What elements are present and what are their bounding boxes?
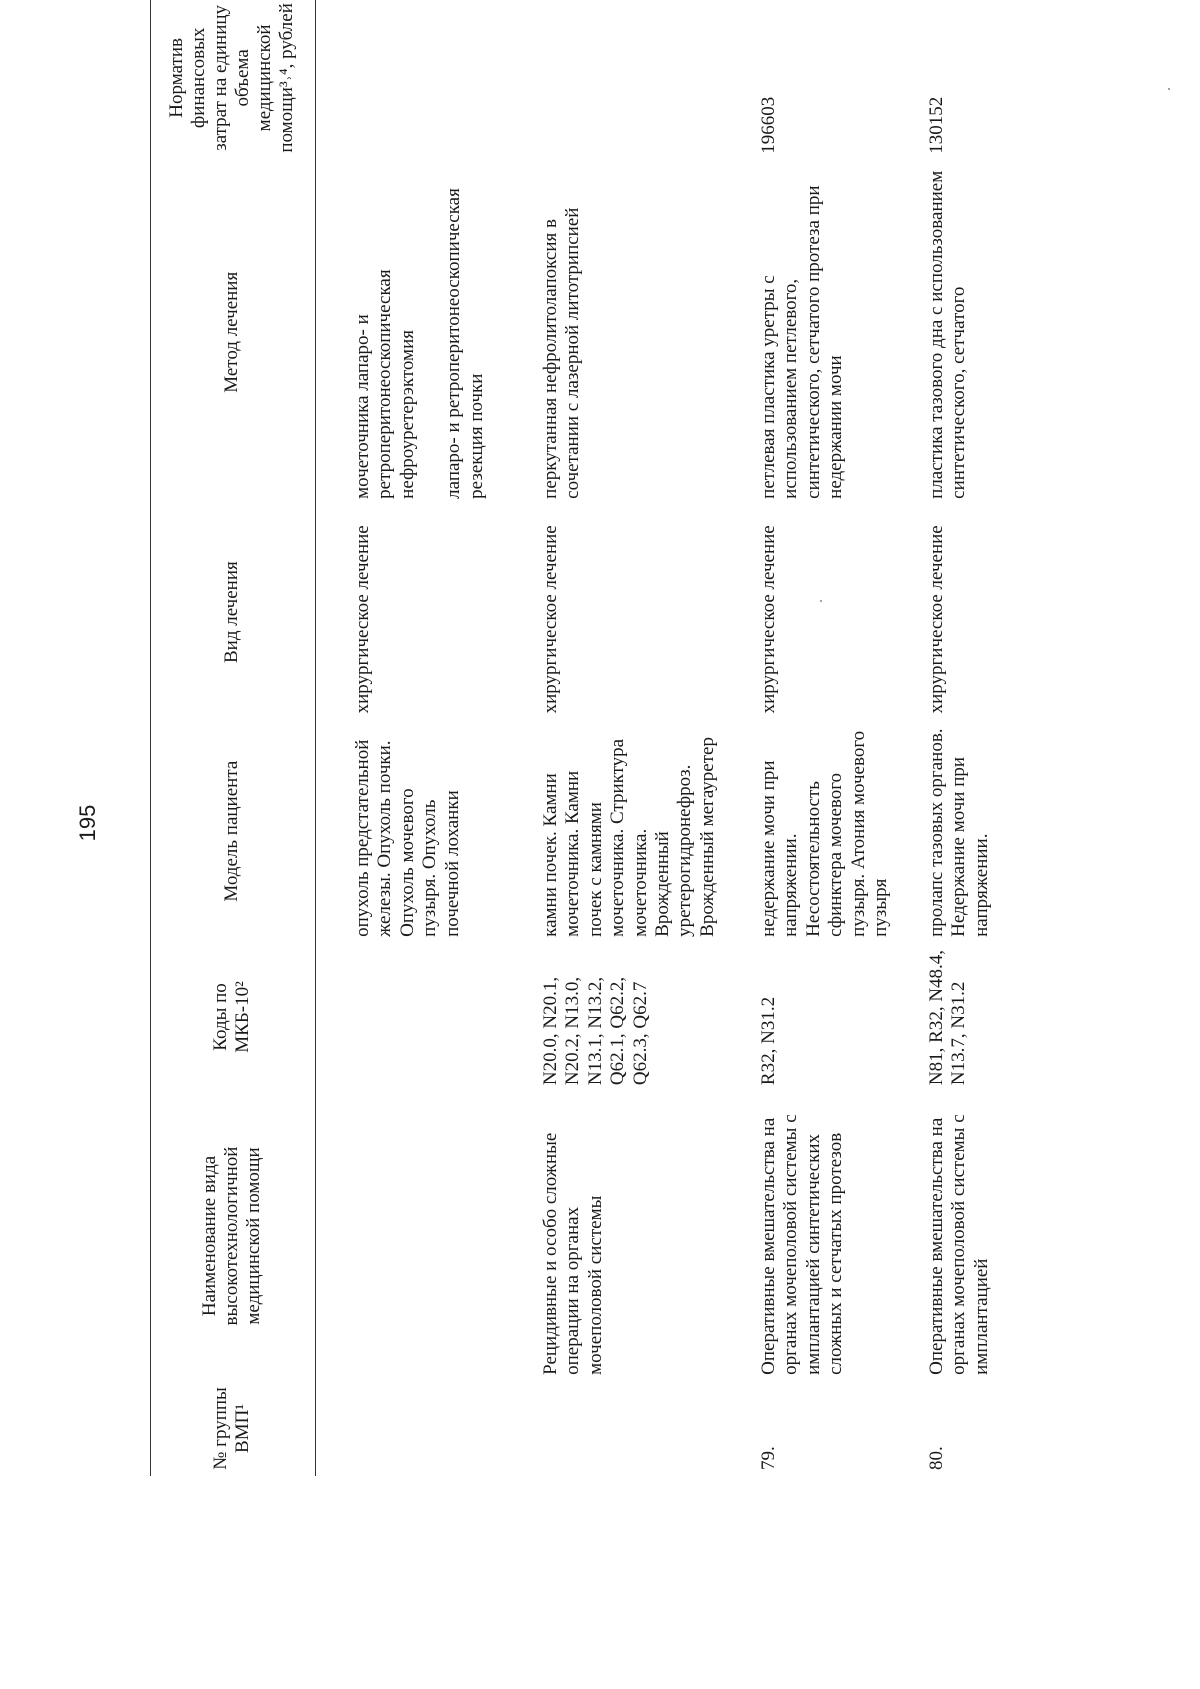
vmp-table (150, 0, 1022, 1476)
cell-treatment-kind: хирургическое лечение (540, 525, 561, 714)
header-name: Наименование вида высокотехнологичной медицинской помощи (151, 1091, 316, 1381)
cell-treatment-kind: хирургическое лечение (352, 525, 373, 714)
table-row (754, 0, 922, 1476)
table-spacer (316, 0, 349, 1476)
header-group-no: № группы ВМП¹ (151, 1381, 316, 1476)
cell-norm (536, 0, 754, 160)
cell-codes: R32, N31.2 (758, 996, 779, 1086)
header-treatment-kind: Вид лечения (151, 505, 316, 720)
cell-treatment-kind: хирургическое лечение (758, 525, 779, 714)
method-item: пластика тазового дна с использованием синтетического, сетчатого (926, 170, 970, 499)
cell-group-no: 80. (926, 1446, 947, 1470)
cell-patient-model: недержание мочи при напряжении. Несостоятельность сфинктера мочевого пузыря. Атония мочевого пузыря (758, 730, 892, 937)
cell-codes: N81, R32, N48.4, N13.7, N31.2 (926, 949, 970, 1086)
table-row (348, 0, 536, 1476)
scan-speck (820, 600, 822, 602)
cell-treatment-kind: хирургическое лечение (926, 525, 947, 714)
method-item: петлевая пластика уретры с использованием петлевого, синтетического, сетчатого протеза при недержании мочи (758, 185, 847, 499)
cell-treatment-method (536, 160, 754, 505)
cell-name: Рецидивные и особо сложные операции на органах мочеполовой системы (540, 1132, 606, 1375)
cell-patient-model: пролапс тазовых органов. Недержание мочи при напряжении. (926, 728, 992, 937)
scan-speck (1168, 88, 1170, 90)
cell-group-no (536, 1381, 754, 1476)
cell-codes (348, 943, 536, 1091)
cell-name (348, 1091, 536, 1381)
table-header-row (151, 0, 316, 1476)
cell-name: Оперативные вмешательства на органах мочеполовой системы с имплантацией (926, 1114, 992, 1375)
cell-norm: 196603 (758, 96, 779, 154)
table-row (536, 0, 754, 1476)
method-item: перкутанная нефролитолапоксия в сочетании с лазерной литотрипсией (540, 207, 584, 499)
cell-group-no: 79. (758, 1446, 779, 1470)
page-number: 195 (75, 804, 100, 842)
cell-group-no (348, 1381, 536, 1476)
table-row (922, 0, 1022, 1476)
cell-patient-model: опухоль предстательной железы. Опухоль почки. Опухоль мочевого пузыря. Опухоль почечной лоханки (352, 739, 463, 937)
method-item: мочеточника лапаро- и ретроперитонеоскопическая нефроуретерэктомия (352, 269, 418, 499)
rotated-table-sheet (150, 0, 1190, 1476)
cell-norm: 130152 (926, 96, 947, 154)
header-treatment-method: Метод лечения (151, 160, 316, 505)
cell-treatment-method (754, 160, 922, 505)
cell-codes: N20.0, N20.1, N20.2, N13.0, N13.1, N13.2, Q62.1, Q62.2, Q62.3, Q62.7 (540, 976, 651, 1086)
header-codes: Коды по МКБ-10² (151, 943, 316, 1091)
cell-treatment-method (922, 160, 1022, 505)
header-norm: Норматив финансовых затрат на единицу объема медицинской помощи³˒⁴, рублей (151, 0, 316, 160)
method-item: лапаро- и ретроперитонеоскопическая резекция почки (443, 188, 487, 499)
cell-patient-model: камни почек. Камни мочеточника. Камни почек с камнями мочеточника. Стриктура мочеточника. Врожденный уретерогидронефроз. Врожденный мегауретер (540, 737, 718, 937)
cell-norm (348, 0, 536, 160)
cell-treatment-method (348, 160, 536, 505)
header-patient-model: Модель пациента (151, 719, 316, 942)
cell-name: Оперативные вмешательства на органах мочеполовой системы с имплантацией синтетических сложных и сетчатых протезов (758, 1114, 847, 1375)
